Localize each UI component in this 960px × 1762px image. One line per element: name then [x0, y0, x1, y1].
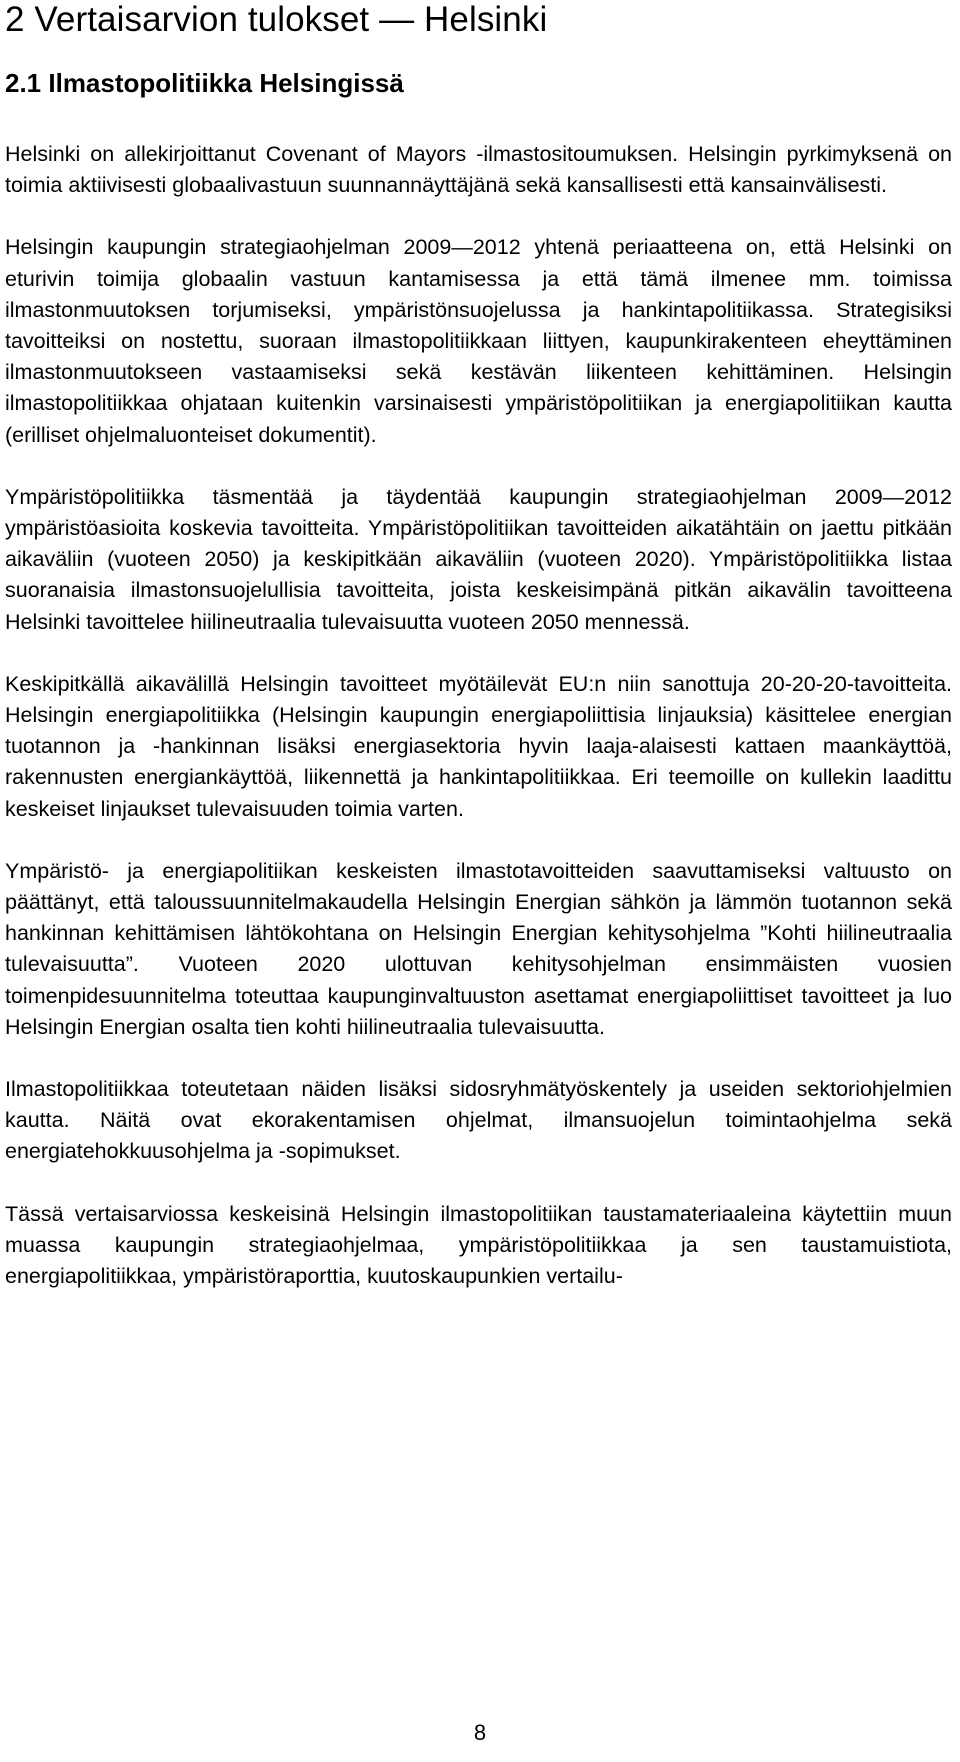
paragraph-energy-policy: Keskipitkällä aikavälillä Helsingin tavoitteet myötäilevät EU:n niin sanottuja 20-20-20-tavoitteita. Helsingin energiapolitiikka (Helsingin kaupungin energiapoliittisia linjauksia) käsittelee energian tuotannon ja -hankinnan lisäksi energiasektoria hyvin laaja-alaisesti kattaen maankäyttöä, rakennusten energiankäyttöä, liikennettä ja hankintapolitiikkaa. Eri teemoille on kullekin laadittu keskeiset linjaukset tulevaisuuden toimia varten.: [5, 671, 952, 821]
paragraph-covenant: Helsinki on allekirjoittanut Covenant of Mayors -ilmastositoumuksen. Helsingin pyrkimyksenä on toimia aktiivisesti globaalivastuun suunnannäyttäjänä sekä kansallisesti että kansainvälisesti.: [5, 142, 952, 198]
document-page: [5, 0, 952, 1292]
page-number: 8: [473, 1720, 487, 1745]
chapter-title: 2 Vertaisarvion tulokset — Helsinki: [5, 0, 548, 39]
paragraph-sector-programs: Ilmastopolitiikkaa toteutetaan näiden lisäksi sidosryhmätyöskentely ja useiden sektoriohjelmien kautta. Näitä ovat ekorakentamisen ohjelmat, ilmansuojelun toimintaohjelma sekä energiatehokkuusohjelma ja -sopimukset.: [5, 1077, 952, 1164]
paragraph-background-materials: Tässä vertaisarviossa keskeisinä Helsingin ilmastopolitiikan taustamateriaaleina käytettiin muun muassa kaupungin strategiaohjelmaa, ympäristöpolitiikkaa ja sen taustamuistiota, energiapolitiikkaa, ympäristöraporttia, kuutoskaupunkien vertailu-: [5, 1201, 952, 1289]
paragraph-environment-policy: Ympäristöpolitiikka täsmentää ja täydentää kaupungin strategiaohjelman 2009—2012 ympäristöasioita koskevia tavoitteita. Ympäristöpolitiikan tavoitteiden aikatähtäin on jaettu pitkään aikaväliin (vuoteen 2050) ja keskipitkään aikaväliin (vuoteen 2020). Ympäristöpolitiikka listaa suoranaisia ilmastonsuojelullisia tavoitteita, joista keskeisimpänä pitkän aikavälin tavoitteena Helsinki tavoittelee hiilineutraalia tulevaisuutta vuoteen 2050 mennessä.: [5, 484, 952, 634]
paragraph-strategy: Helsingin kaupungin strategiaohjelman 2009—2012 yhtenä periaatteena on, että Helsinki on eturivin toimija globaalin vastuun kantamisessa ja että tämä ilmenee mm. toimissa ilmastonmuutoksen torjumiseksi, ympäristönsuojelussa ja hankintapolitiikassa. Strategisiksi tavoitteiksi on nostettu, suoraan ilmastopolitiikkaan liittyen, kaupunkirakenteen eheyttäminen ilmastonmuutokseen vastaamiseksi sekä kestävän liikenteen kehittäminen. Helsingin ilmastopolitiikkaa ohjataan kuitenkin varsinaisesti ympäristöpolitiikan ja energiapolitiikan kautta (erilliset ohjelmaluonteiset dokumentit).: [5, 235, 952, 447]
paragraph-council-decision: Ympäristö- ja energiapolitiikan keskeisten ilmastotavoitteiden saavuttamiseksi valtuusto on päättänyt, että taloussuunnitelmakaudella Helsingin Energian sähkön ja lämmön tuotannon sekä hankinnan kehittämisen lähtökohtana on Helsingin Energian kehitysohjelma ”Kohti hiilineutraalia tulevaisuutta”. Vuoteen 2020 ulottuvan kehitysohjelman ensimmäisten vuosien toimenpidesuunnitelma toteuttaa kaupunginvaltuuston asettamat energiapoliittiset tavoitteet ja luo Helsingin Energian osalta tien kohti hiilineutraalia tulevaisuutta.: [5, 858, 952, 1039]
section-title: 2.1 Ilmastopolitiikka Helsingissä: [5, 68, 404, 98]
